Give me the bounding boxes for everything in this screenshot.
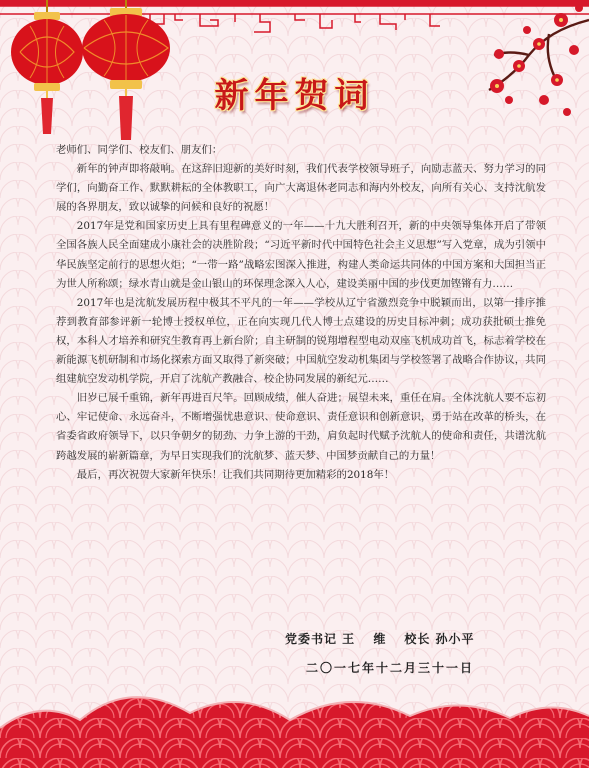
letter-date: 二〇一七年十二月三十一日	[306, 661, 475, 675]
paragraph-greeting: 新年的钟声即将敲响。在这辞旧迎新的美好时刻，我们代表学校领导班子，向励志蓝天、努力学习的同学们，向勤奋工作、默默耕耘的全体教职工，向广大离退休老同志和海内外校友，向所有关心、支持沈航发展的各界朋友，致以诚挚的问候和良好的祝愿！	[56, 163, 546, 214]
letter-body	[56, 141, 546, 485]
paragraph-national-review: 2017年是党和国家历史上具有里程碑意义的一年——十九大胜利召开，新的中央领导集体开启了带领全国各族人民全面建成小康社会的决胜阶段；“习近平新时代中国特色社会主义思想”写入党章，成为引领中华民族坚定前行的思想火炬；“一带一路”战略宏图深入推进，构建人类命运共同体的中国方案和大国担当正为世人所称颂；绿水青山就是金山银山的环保理念深入人心，建设美丽中国的步伐更加铿锵有力……	[56, 220, 546, 290]
paragraph-university-review: 2017年也是沈航发展历程中极其不平凡的一年——学校从辽宁省激烈竞争中脱颖而出，以第一排序推荐到教育部参评新一轮博士授权单位，正在向实现几代人博士点建设的历史目标冲刺；成功获批硕士推免权，本科人才培养和研究生教育再上新台阶；自主研制的锐翔增程型电动双座飞机成功首飞，标志着学校在新能源飞机研制和市场化探索方面又取得了新突破；中国航空发动机集团与学校签署了战略合作协议，共同组建航空发动机学院，开启了沈航产教融合、校企协同发展的新纪元……	[56, 296, 546, 386]
letter-title: 新年贺词	[214, 76, 375, 116]
signature-party-secretary: 党委书记 王 维	[285, 632, 387, 646]
bottom-wave-decoration	[0, 658, 589, 768]
signature-president: 校长 孙小平	[404, 632, 475, 646]
paragraph-outlook: 旧岁已展千重锦，新年再进百尺竿。回顾成绩，催人奋进；展望未来，重任在肩。全体沈航人要不忘初心、牢记使命、永远奋斗，不断增强忧患意识、使命意识、责任意识和创新意识，勇于站在改革的桥头，在省委省政府领导下，以只争朝夕的韧劲、力争上游的干劲，肩负起时代赋予沈航人的使命和责任，共谱沈航跨越发展的崭新篇章，为早日实现我们的沈航梦、蓝天梦、中国梦贡献自己的力量！	[56, 392, 546, 462]
paragraph-closing: 最后，再次祝贺大家新年快乐！让我们共同期待更加精彩的2018年！	[76, 468, 395, 481]
salutation: 老师们、同学们、校友们、朋友们：	[56, 144, 223, 156]
signature-line	[285, 630, 475, 647]
